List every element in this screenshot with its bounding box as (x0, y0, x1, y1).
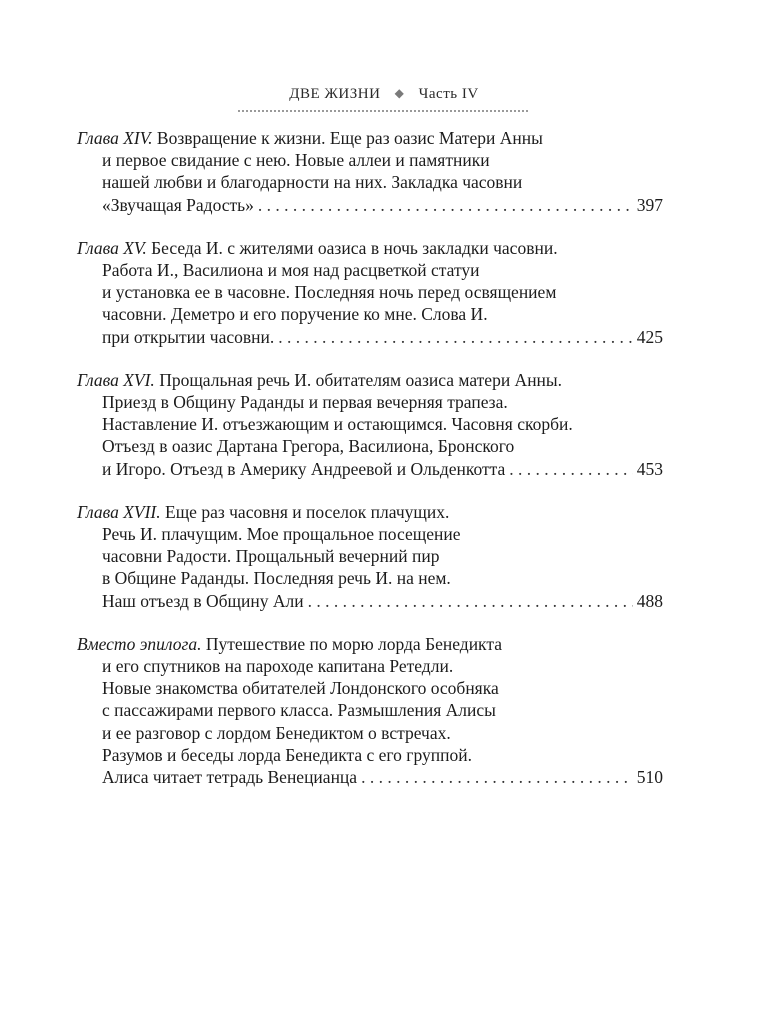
toc-entry-chapter-14 (77, 127, 663, 216)
page-number: 425 (636, 326, 663, 347)
dot-leader (361, 766, 633, 788)
toc-entry-chapter-17 (77, 501, 663, 612)
toc-entry-first-line (77, 237, 663, 259)
toc-entry-line: Новые знакомства обитателей Лондонского особняка (102, 678, 499, 699)
chapter-title-start: Путешествие по морю лорда Бенедикта (205, 633, 502, 654)
chapter-label: Глава XVII. (77, 501, 161, 522)
book-title: ДВЕ ЖИЗНИ (289, 86, 381, 102)
toc-entry-first-line (77, 633, 663, 655)
toc-entry-chapter-16 (77, 369, 663, 480)
chapter-title-end: Алиса читает тетрадь Венецианца (102, 767, 358, 788)
chapter-title-end: «Звучащая Радость» (102, 194, 254, 215)
chapter-label: Глава XIV. (77, 128, 153, 148)
toc-entry-line: часовни Радости. Прощальный вечерний пир (102, 546, 440, 567)
chapter-title-start: Прощальная речь И. обитателям оазиса матери Анны. (159, 369, 563, 390)
toc-entry-last-line (77, 326, 663, 348)
dot-leader (278, 326, 633, 348)
page-number: 510 (636, 767, 663, 788)
toc-entry-line: часовни. Деметро и его поручение ко мне. Слова И. (102, 304, 488, 325)
chapter-title-start: Еще раз часовня и поселок плачущих. (165, 501, 450, 522)
dot-leader (509, 458, 632, 480)
toc-entry-line: Наставление И. отъезжающим и остающимся. Часовня скорби. (102, 414, 573, 435)
toc-entry-line: и ее разговор с лордом Бенедиктом о встречах. (102, 722, 451, 743)
toc-entry-chapter-15 (77, 237, 663, 348)
toc-entry-last-line (77, 458, 663, 480)
page-number: 488 (636, 590, 663, 611)
chapter-title-end: при открытии часовни. (102, 326, 275, 347)
dot-leader (308, 590, 633, 612)
toc-entry-line: в Общине Раданды. Последняя речь И. на нем. (102, 568, 451, 589)
page-number: 397 (636, 194, 663, 215)
toc-entry-line: Работа И., Василиона и моя над расцветкой статуи (102, 260, 480, 281)
toc-entry-epilogue (77, 633, 663, 788)
chapter-label: Глава XV. (77, 237, 147, 258)
header-dotted-rule (238, 110, 528, 112)
toc-entry-line: и первое свидание с нею. Новые аллеи и памятники (102, 150, 490, 171)
chapter-title-end: и Игоро. Отъезд в Америку Андреевой и Ольденкотта (102, 458, 506, 479)
toc-entry-line: Приезд в Общину Раданды и первая вечерняя трапеза. (102, 392, 508, 413)
page-number: 453 (636, 458, 663, 479)
toc-entry-first-line (77, 369, 663, 391)
dot-leader (258, 194, 633, 216)
toc-entry-line: и его спутников на пароходе капитана Ретедли. (102, 656, 454, 677)
toc-entry-line: Отъезд в оазис Дартана Грегора, Василиона, Бронского (102, 436, 515, 457)
chapter-label: Вместо эпилога. (77, 633, 202, 654)
toc-entry-line: Разумов и беседы лорда Бенедикта с его группой. (102, 744, 472, 765)
table-of-contents (77, 127, 663, 809)
toc-entry-last-line (77, 766, 663, 788)
toc-entry-last-line (77, 194, 663, 216)
toc-entry-first-line (77, 127, 663, 149)
chapter-title-start: Беседа И. с жителями оазиса в ночь закладки часовни. (151, 237, 558, 258)
toc-entry-line: Речь И. плачущим. Мое прощальное посещение (102, 524, 461, 545)
toc-entry-line: и установка ее в часовне. Последняя ночь перед освящением (102, 282, 557, 303)
toc-entry-line: нашей любви и благодарности на них. Закладка часовни (102, 172, 523, 193)
toc-entry-line: с пассажирами первого класса. Размышления Алисы (102, 700, 496, 721)
toc-entry-first-line (77, 501, 663, 523)
chapter-title-start: Возвращение к жизни. Еще раз оазис Матери Анны (156, 128, 543, 148)
part-title: Часть IV (418, 86, 479, 102)
diamond-separator-icon: ◆ (394, 86, 405, 100)
running-head (0, 86, 768, 103)
toc-entry-last-line (77, 590, 663, 612)
chapter-title-end: Наш отъезд в Общину Али (102, 590, 304, 611)
chapter-label: Глава XVI. (77, 369, 155, 390)
